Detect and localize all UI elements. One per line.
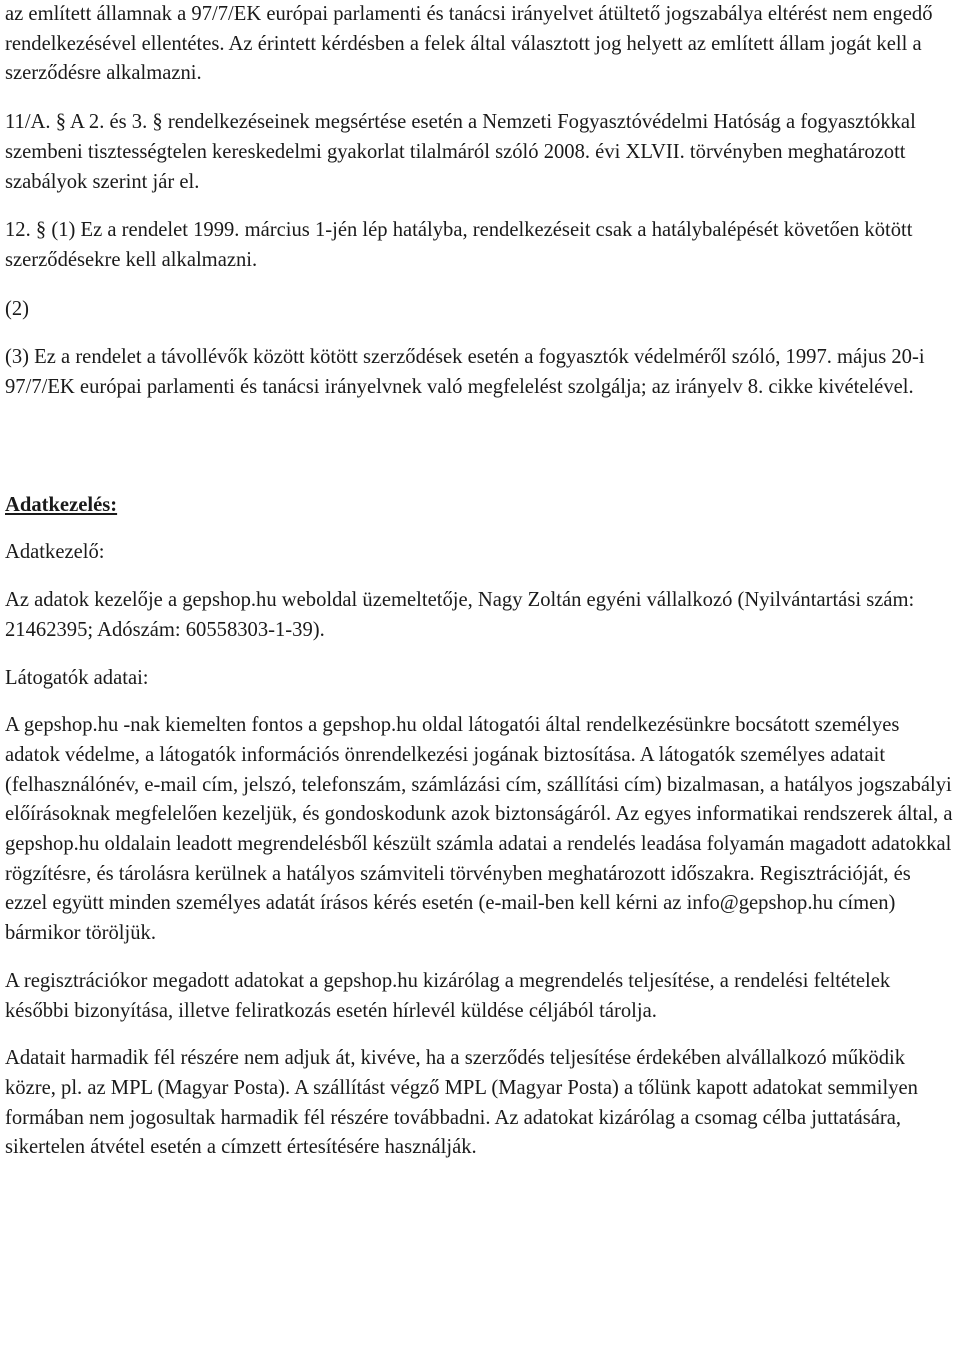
paragraph-section-12-1: 12. § (1) Ez a rendelet 1999. március 1-jén lép hatályba, rendelkezéseit csak a hatálybalépését követően kötött szerződésekre kell alkalmazni. bbox=[5, 219, 913, 271]
document-page bbox=[5, 0, 955, 1163]
paragraph-section-12-2: (2) bbox=[5, 297, 30, 320]
paragraph-intro: az említett államnak a 97/7/EK európai parlamenti és tanácsi irányelvet átültető jogszabálya eltérést nem engedő rendelkezésével ellentétes. Az érintett kérdésben a felek által választott jog helyett az említett állam jogát kell a szerződésre alkalmazni. bbox=[5, 3, 933, 85]
subheading-controller: Adatkezelő: bbox=[5, 541, 105, 564]
paragraph-controller: Az adatok kezelője a gepshop.hu weboldal üzemeltetője, Nagy Zoltán egyéni vállalkozó (Nyilvántartási szám: 21462395; Adószám: 60558303-1-39). bbox=[5, 589, 915, 641]
paragraph-registration: A regisztrációkor megadott adatokat a gepshop.hu kizárólag a megrendelés teljesítése, a rendelési feltételek későbbi bizonyítása, illetve feliratkozás esetén hírlevél küldése céljából tárolja. bbox=[5, 969, 891, 1022]
section-heading-adatkezeles: Adatkezelés: bbox=[5, 493, 118, 516]
paragraph-third-party: Adatait harmadik fél részére nem adjuk át, kivéve, ha a szerződés teljesítése érdekében alvállalkozó működik közre, pl. az MPL (Magyar Posta). A szállítást végző MPL (Magyar Posta) a tőlünk kapott adatokat semmilyen formában nem jogosultak harmadik fél részére továbbadni. Az adatokat kizárólag a csomag célba juttatására, sikertelen átvétel esetén a címzett értesítésére használják. bbox=[5, 1047, 918, 1159]
subheading-visitors: Látogatók adatai: bbox=[5, 666, 149, 689]
paragraph-section-11a: 11/A. § A 2. és 3. § rendelkezéseinek megsértése esetén a Nemzeti Fogyasztóvédelmi Hatóság a fogyasztókkal szembeni tisztességtelen kereskedelmi gyakorlat tilalmáról szóló 2008. évi XLVII. törvényben meghatározott szabályok szerint jár el. bbox=[5, 111, 916, 193]
paragraph-section-12-3: (3) Ez a rendelet a távollévők között kötött szerződések esetén a fogyasztók védelméről szóló, 1997. május 20-i 97/7/EK európai parlamenti és tanácsi irányelvnek való megfelelést szolgálja; az irányelv 8. cikke kivételével. bbox=[5, 346, 925, 399]
paragraph-visitors: A gepshop.hu -nak kiemelten fontos a gepshop.hu oldal látogatói által rendelkezésünkre bocsátott személyes adatok védelme, a látogatók információs önrendelkezési jogának biztosítása. A látogatók személyes adatait (felhasználónév, e-mail cím, jelszó, telefonszám, számlázási cím, szállítási cím) bizalmasan, a hatályos jogszabályi előírásoknak megfelelően kezeljük, és gondoskodunk azok biztonságáról. Az egyes informatikai rendszerek által, a gepshop.hu oldalain leadott megrendelésből készült számla adatai a rendelés leadása folyamán magadott adatokkal rögzítésre, és tárolásra kerülnek a hatályos számviteli törvényben meghatározott időszakra. Regisztrációját, és ezzel együtt minden személyes adatát írásos kérés esetén (e-mail-ben kell kérni az info@gepshop.hu címen) bármikor töröljük. bbox=[5, 714, 953, 945]
